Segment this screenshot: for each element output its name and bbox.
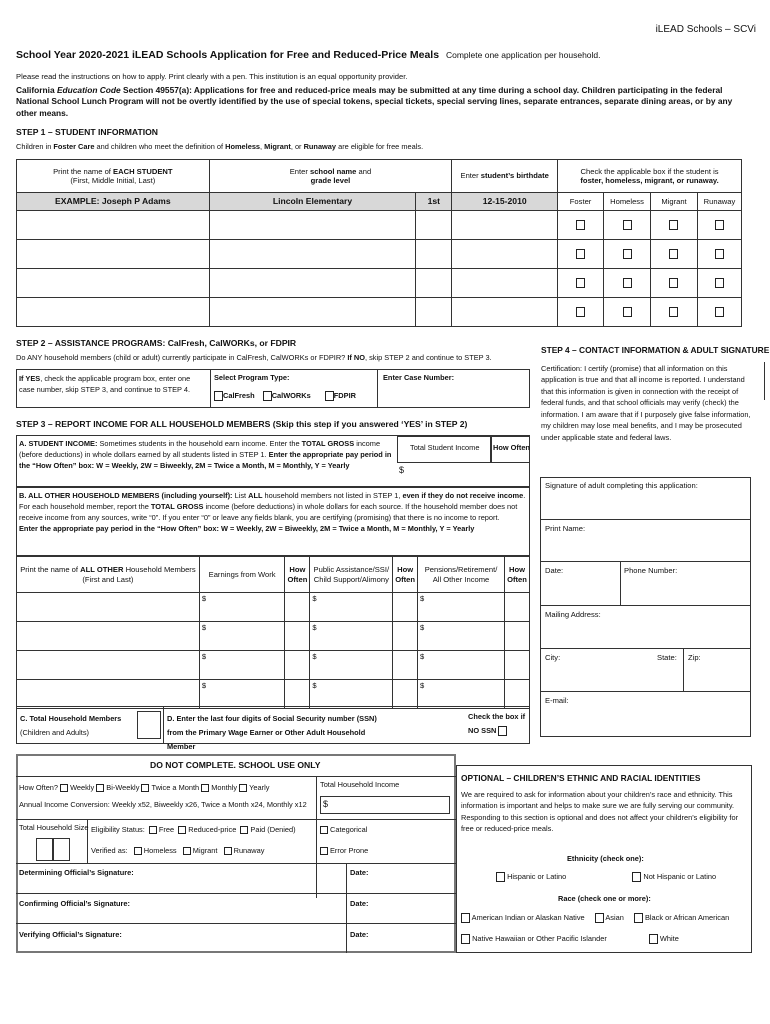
step2-question: Do ANY household members (child or adult) currently participate in CalFresh, CalWORKs or FDPIR? If NO, skip STEP 2 and continue to STEP 3.	[16, 353, 492, 362]
fdpir-label: FDPIR	[333, 390, 356, 400]
step2-title: STEP 2 – ASSISTANCE PROGRAMS: CalFresh, CalWORKs, or FDPIR	[16, 338, 297, 348]
org-name: iLEAD Schools – SCVi	[655, 24, 756, 35]
step2-ifyes: If YES, check the applicable program box, enter one case number, skip STEP 3, and continue to STEP 4.	[19, 374, 191, 394]
subtitle-text: Complete one application per household.	[445, 50, 601, 60]
intro-c: ,	[260, 142, 265, 151]
school-field[interactable]	[209, 240, 416, 269]
student-table	[16, 159, 742, 327]
native-hawaiian-checkbox[interactable]	[461, 934, 470, 944]
eligibility-row: Eligibility Status: Free Reduced-price Paid (Denied)	[91, 825, 296, 834]
runaway-checkbox[interactable]	[715, 307, 724, 317]
example-grade: 1st	[416, 193, 452, 211]
label-runaway: Runaway	[697, 193, 741, 211]
ethnicity-options: Hispanic or Latino Not Hispanic or Latino	[496, 872, 716, 882]
household-row	[17, 622, 530, 651]
biweekly-checkbox[interactable]	[96, 784, 104, 792]
school-field[interactable]	[209, 298, 416, 327]
how-often-row: How Often? Weekly Bi-Weekly Twice a Month Monthly Yearly	[19, 783, 270, 792]
col-pensions: Pensions/Retirement/ All Other Income	[418, 557, 505, 593]
error-prone-row: Error Prone	[320, 847, 368, 856]
intro-migrant: Migrant	[264, 142, 291, 151]
grade-field[interactable]	[416, 269, 452, 298]
step4-title: STEP 4 – CONTACT INFORMATION & ADULT SIGNATURE	[541, 345, 770, 355]
print-name-field[interactable]: Print Name:	[545, 524, 586, 533]
intro-homeless: Homeless	[225, 142, 261, 151]
total-income-dollar: $	[323, 799, 329, 809]
weekly-checkbox[interactable]	[60, 784, 68, 792]
date-field[interactable]: Date:	[545, 566, 564, 575]
intro-foster: Foster Care	[53, 142, 95, 151]
example-row	[17, 193, 742, 211]
col-how-often-1: How Often	[285, 557, 310, 593]
student-row	[17, 211, 742, 240]
col-birthdate: Enter student’s birthdate	[452, 160, 558, 193]
student-name-field[interactable]	[17, 298, 210, 327]
migrant-checkbox[interactable]	[669, 220, 678, 230]
homeless-checkbox[interactable]	[623, 307, 632, 317]
homeless-checkbox[interactable]	[623, 220, 632, 230]
race-label: Race (check one or more):	[558, 894, 651, 903]
black-checkbox[interactable]	[634, 913, 643, 923]
signature-field[interactable]: Signature of adult completing this application:	[545, 481, 698, 490]
pensions-field[interactable]: $	[418, 622, 505, 651]
step3-a-text: A. STUDENT INCOME: Sometimes students in the household earn income. Enter the TOTAL GROSS income (before deductions) in whole dollars earned by all students listed in STEP 1. Enter the appropriate pay period in the “How Often” box: W = Weekly, 2W = Biweekly, 2M = Twice a Month, M = Monthly, Y = Yearly	[19, 439, 392, 471]
confirming-signature[interactable]: Confirming Official’s Signature:	[19, 899, 131, 908]
city-field[interactable]: City:	[545, 653, 561, 662]
certification-text: Certification: I certify (promise) that all information on this application is true and that all income is reported. I understand that this information is given in connection with the receipt of federal funds, and that school officials may verify (check) the information. I am aware that if I purposely give false information, my children may lose meal benefits, and I may be prosecuted under applicable state and federal laws.	[541, 364, 751, 442]
pensions-field[interactable]: $	[418, 680, 505, 709]
intro-e: are eligible for free meals.	[336, 142, 424, 151]
confirming-date[interactable]: Date:	[350, 899, 369, 908]
col-earnings: Earnings from Work	[199, 557, 285, 593]
example-name: EXAMPLE: Joseph P Adams	[17, 193, 210, 211]
step1-intro	[16, 143, 423, 152]
intro-runaway: Runaway	[303, 142, 337, 151]
not-hispanic-checkbox[interactable]	[632, 872, 641, 882]
contact-box	[540, 477, 751, 737]
code-prefix: California	[16, 85, 57, 95]
birthdate-field[interactable]	[452, 240, 558, 269]
how-often-field[interactable]	[285, 651, 310, 680]
example-birthdate: 12-15-2010	[452, 193, 558, 211]
grade-field[interactable]	[416, 240, 452, 269]
annual-conversion: Annual Income Conversion: Weekly x52, Biweekly x26, Twice a Month x24, Monthly x12	[19, 800, 307, 809]
verified-homeless-checkbox[interactable]	[134, 847, 142, 855]
intro-d: , or	[290, 142, 304, 151]
phone-field[interactable]: Phone Number:	[624, 566, 678, 575]
grade-field[interactable]	[416, 211, 452, 240]
state-field[interactable]: State:	[657, 653, 677, 662]
ssn-label: D. Enter the last four digits of Social Security number (SSN) from the Primary Wage Earner or Other Adult Household Member	[167, 714, 377, 752]
col-check: Check the applicable box if the student is foster, homeless, migrant, or runaway.	[558, 160, 742, 193]
how-often-field[interactable]	[285, 680, 310, 709]
earnings-field[interactable]: $	[199, 680, 285, 709]
calworks-checkbox[interactable]	[263, 391, 272, 401]
total-income-field[interactable]	[320, 796, 450, 814]
mailing-address-field[interactable]: Mailing Address:	[545, 610, 601, 619]
verified-row: Verified as: Homeless Migrant Runaway	[91, 846, 265, 855]
member-name-field[interactable]	[17, 651, 200, 680]
student-row	[17, 269, 742, 298]
runaway-checkbox[interactable]	[715, 249, 724, 259]
how-often-field[interactable]	[393, 593, 418, 622]
total-income-label: Total Household Income	[320, 780, 400, 789]
example-school: Lincoln Elementary	[209, 193, 416, 211]
col-school: Enter school name and grade level	[209, 160, 452, 193]
member-name-field[interactable]	[17, 593, 200, 622]
label-migrant: Migrant	[651, 193, 698, 211]
school-use-title: DO NOT COMPLETE. SCHOOL USE ONLY	[150, 760, 321, 770]
a-how-often-label: How Often	[493, 443, 530, 452]
public-assistance-field[interactable]: $	[310, 680, 393, 709]
white-checkbox[interactable]	[649, 934, 658, 944]
student-name-field[interactable]	[17, 211, 210, 240]
nossn-checkbox[interactable]	[498, 726, 507, 736]
migrant-checkbox[interactable]	[669, 278, 678, 288]
total-size-field-2[interactable]	[53, 838, 70, 861]
instructions: Please read the instructions on how to apply. Print clearly with a pen. This institution is an equal opportunity provider.	[16, 72, 408, 81]
birthdate-field[interactable]	[452, 298, 558, 327]
free-checkbox[interactable]	[149, 826, 157, 834]
student-name-field[interactable]	[17, 269, 210, 298]
household-row	[17, 651, 530, 680]
intro-a: Children in	[16, 142, 54, 151]
ethnicity-label: Ethnicity (check one):	[567, 854, 644, 863]
monthly-checkbox[interactable]	[201, 784, 209, 792]
twice-month-checkbox[interactable]	[141, 784, 149, 792]
verified-migrant-checkbox[interactable]	[183, 847, 191, 855]
total-members-field[interactable]	[137, 711, 161, 739]
zip-field[interactable]: Zip:	[688, 653, 701, 662]
calworks-label: CalWORKs	[271, 390, 311, 400]
household-header-row	[17, 557, 530, 593]
foster-checkbox[interactable]	[576, 220, 585, 230]
optional-title: OPTIONAL – CHILDREN’S ETHNIC AND RACIAL IDENTITIES	[461, 773, 701, 783]
public-assistance-field[interactable]: $	[310, 622, 393, 651]
step1-title: STEP 1 – STUDENT INFORMATION	[16, 127, 158, 137]
how-often-field[interactable]	[504, 680, 529, 709]
determining-date[interactable]: Date:	[350, 868, 369, 877]
col-student-name: Print the name of EACH STUDENT (First, Middle Initial, Last)	[17, 160, 210, 193]
student-row	[17, 298, 742, 327]
calfresh-label: CalFresh	[223, 390, 255, 400]
homeless-checkbox[interactable]	[623, 249, 632, 259]
program-options	[214, 391, 356, 401]
calfresh-checkbox[interactable]	[214, 391, 223, 401]
total-student-income-label: Total Student Income	[410, 443, 480, 452]
student-row	[17, 240, 742, 269]
household-row	[17, 680, 530, 709]
categorical-checkbox[interactable]	[320, 826, 328, 834]
member-name-field[interactable]	[17, 622, 200, 651]
step3-b-text: B. ALL OTHER HOUSEHOLD MEMBERS (including yourself): List ALL household members not listed in STEP 1, even if they do not receive income. For each household member, report the TOTAL GROSS income (before deductions) in whole dollars for each source. If the household member does not receive income from any sources, write “0”. If you enter “0” or leave any fields blank, you are certifying (promising) that there is no income to report. Enter the appropriate pay period in the “How Often” box: W = Weekly, 2W = Biweekly, 2M = Twice a Month, M = Monthly, Y = Yearly	[19, 491, 526, 534]
earnings-field[interactable]: $	[199, 651, 285, 680]
fdpir-checkbox[interactable]	[325, 391, 334, 401]
verified-runaway-checkbox[interactable]	[224, 847, 232, 855]
title-text: School Year 2020-2021 iLEAD Schools Application for Free and Reduced-Price Meals	[16, 49, 440, 61]
case-number-label: Enter Case Number:	[383, 373, 455, 382]
public-assistance-field[interactable]: $	[310, 593, 393, 622]
student-header-row	[17, 160, 742, 193]
how-often-field[interactable]	[393, 622, 418, 651]
optional-text: We are required to ask for information about your children’s race and ethnicity. This information is important and helps to make sure we are fully serving our community. Responding to this section is optional and does not affect your children’s eligibility for free or reduced-price meals.	[461, 790, 739, 834]
a-dollar-sign: $	[399, 465, 405, 475]
household-row	[17, 593, 530, 622]
verifying-signature[interactable]: Verifying Official’s Signature:	[19, 930, 122, 939]
birthdate-field[interactable]	[452, 211, 558, 240]
student-name-field[interactable]	[17, 240, 210, 269]
foster-checkbox[interactable]	[576, 307, 585, 317]
form-title	[16, 49, 601, 62]
earnings-field[interactable]: $	[199, 593, 285, 622]
col-member-name: Print the name of ALL OTHER Household Members (First and Last)	[17, 557, 200, 593]
runaway-checkbox[interactable]	[715, 220, 724, 230]
categorical-row: Categorical	[320, 826, 367, 835]
foster-checkbox[interactable]	[576, 278, 585, 288]
birthdate-field[interactable]	[452, 269, 558, 298]
how-often-field[interactable]	[504, 622, 529, 651]
asian-checkbox[interactable]	[595, 913, 604, 923]
pensions-field[interactable]: $	[418, 651, 505, 680]
member-name-field[interactable]	[17, 680, 200, 709]
how-often-field[interactable]	[393, 680, 418, 709]
code-text: Section 49557(a): Applications for free and reduced-price meals may be submitted at any time during a school day. Children participating in the federal National School Lunch Program will not be overtly identified by the use of special tokens, special tickets, special serving lines, separate entrances, separate dining areas, or by any other means.	[16, 85, 733, 118]
race-options-2: Native Hawaiian or Other Pacific Islander White	[461, 934, 679, 944]
paid-checkbox[interactable]	[240, 826, 248, 834]
code-name: Education Code	[56, 85, 121, 95]
how-often-field[interactable]	[285, 593, 310, 622]
how-often-field[interactable]	[504, 593, 529, 622]
label-foster: Foster	[558, 193, 604, 211]
grade-field[interactable]	[416, 298, 452, 327]
migrant-checkbox[interactable]	[669, 307, 678, 317]
race-options-1: American Indian or Alaskan Native Asian Black or African American	[461, 913, 729, 923]
school-field[interactable]	[209, 269, 416, 298]
earnings-field[interactable]: $	[199, 622, 285, 651]
email-field[interactable]: E-mail:	[545, 696, 569, 705]
verifying-date[interactable]: Date:	[350, 930, 369, 939]
total-members-label: C. Total Household Members (Children and Adults)	[20, 714, 122, 738]
col-public-assistance: Public Assistance/SSI/ Child Support/Alimony	[310, 557, 393, 593]
how-often-field[interactable]	[504, 651, 529, 680]
runaway-checkbox[interactable]	[715, 278, 724, 288]
determining-signature[interactable]: Determining Official’s Signature:	[19, 868, 134, 877]
pensions-field[interactable]: $	[418, 593, 505, 622]
nossn-label: Check the box if NO SSN	[468, 712, 526, 736]
intro-b: and children who meet the definition of	[94, 142, 226, 151]
household-table	[16, 556, 530, 709]
total-size-field-1[interactable]	[36, 838, 53, 861]
hispanic-checkbox[interactable]	[496, 872, 505, 882]
col-how-often-2: How Often	[393, 557, 418, 593]
education-code-notice	[16, 85, 741, 119]
american-indian-checkbox[interactable]	[461, 913, 470, 923]
error-prone-checkbox[interactable]	[320, 847, 328, 855]
migrant-checkbox[interactable]	[669, 249, 678, 259]
homeless-checkbox[interactable]	[623, 278, 632, 288]
label-homeless: Homeless	[604, 193, 651, 211]
school-field[interactable]	[209, 211, 416, 240]
col-how-often-3: How Often	[504, 557, 529, 593]
total-size-label: Total Household Size	[19, 823, 89, 832]
reduced-checkbox[interactable]	[178, 826, 186, 834]
foster-checkbox[interactable]	[576, 249, 585, 259]
public-assistance-field[interactable]: $	[310, 651, 393, 680]
step3-title: STEP 3 – REPORT INCOME FOR ALL HOUSEHOLD MEMBERS (Skip this step if you answered ‘YES’ in STEP 2)	[16, 419, 468, 429]
how-often-field[interactable]	[393, 651, 418, 680]
how-often-field[interactable]	[285, 622, 310, 651]
yearly-checkbox[interactable]	[239, 784, 247, 792]
select-program-label: Select Program Type:	[214, 373, 290, 382]
